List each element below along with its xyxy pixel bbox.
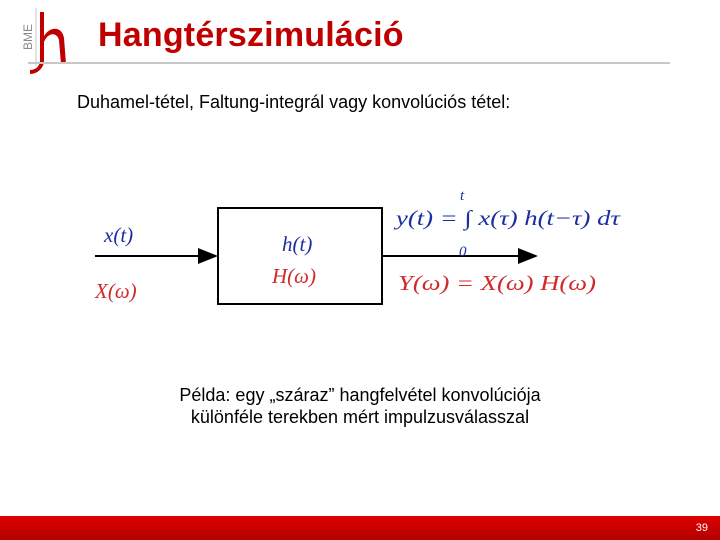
page-title: Hangtérszimuláció — [98, 16, 404, 54]
subtitle: Duhamel-tétel, Faltung-integrál vagy konvolúciós tétel: — [77, 92, 511, 112]
footer-bar — [0, 516, 720, 540]
input-freq-label: X(ω) — [95, 279, 137, 303]
example-line-1: Példa: egy „száraz” hangfelvétel konvolúciója — [179, 385, 541, 405]
output-freq-label: Y(ω) = X(ω) H(ω) — [398, 271, 596, 295]
integral-upper-limit: t — [460, 188, 465, 204]
system-freq-label: H(ω) — [272, 264, 316, 288]
logo-text: BME — [21, 23, 35, 50]
input-time-label: x(t) — [104, 223, 134, 247]
example-line-2: különféle terekben mért impulzusválasszal — [190, 407, 530, 427]
system-time-label: h(t) — [282, 232, 313, 256]
system-box — [218, 208, 382, 304]
page-number: 39 — [695, 522, 708, 534]
integral-lower-limit: 0 — [459, 244, 467, 260]
output-time-integral: y(t) = ∫ x(τ) h(t−τ) dτ — [396, 206, 573, 230]
